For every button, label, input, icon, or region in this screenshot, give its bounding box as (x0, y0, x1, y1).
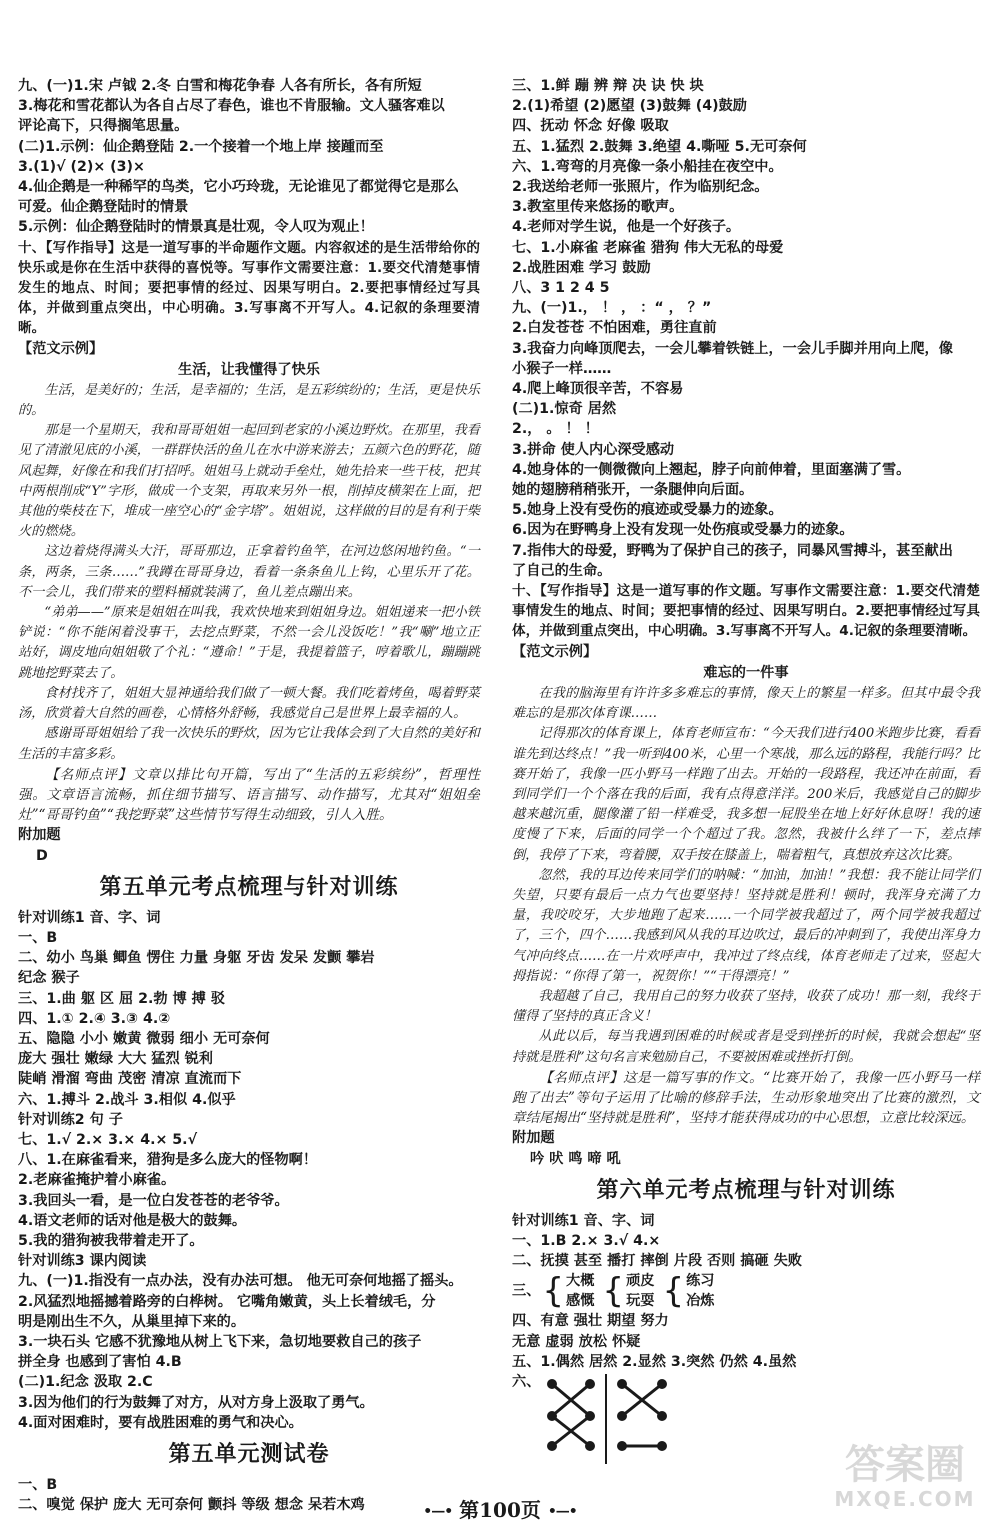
unit6-brace-row (512, 1271, 980, 1311)
left-writing-guide: 十、【写作指导】这是一道写事的半命题作文题。内容叙述的是生活带给你的快乐或是你在生活中获得的喜悦等。写事作文需要注意：1.要交代清楚事情发生的地点、时间；要把事情的经过、因果写明白。2.要把事情经过写具体，并做到重点突出，中心明确。3.写事离不开写人。4.记叙的条理要清晰。 (18, 239, 480, 337)
unit6-answers-2 (512, 1311, 980, 1372)
answer-line: 五、1.偶然 居然 2.显然 3.突然 仍然 4.虽然 (512, 1353, 797, 1370)
essay-paragraph: 食材找齐了，姐姐大显神通给我们做了一顿大餐。我们吃着烤鱼，喝着野菜汤，欣赏着大自然的画卷，心情格外舒畅，我感觉自己是世界上最幸福的人。 (18, 685, 480, 722)
essay-paragraph: “弟弟——”原来是姐姐在叫我，我欢快地来到姐姐身边。姐姐递来一把小铁铲说：“你不能闲着没事干，去挖点野菜，不然一会儿没饭吃！”我“唰”地立正站好，调皮地向姐姐敬了个礼：“遵命！”于是，我提着篮子，哼着歌儿，蹦蹦跳跳地挖野菜去了。 (18, 605, 480, 681)
answer-line: 4.老师对学生说，他是一个好孩子。 (512, 219, 741, 236)
brace-group-2 (626, 1271, 654, 1311)
right-column (512, 76, 980, 1472)
answer-line: 6.因为在野鸭身上没有发现一处伤痕或受暴力的迹象。 (512, 522, 854, 539)
answer-line: 二、抚摸 甚至 播打 摔倒 片段 否则 搞砸 失败 (512, 1253, 802, 1270)
answer-line: 3.我回头一看，是一位白发苍苍的老爷爷。 (18, 1192, 289, 1209)
brace-icon: { (602, 1271, 625, 1312)
answer-line: 九、(一)1.指没有一点办法，没有办法可想。 他无可奈何地摇了摇头。 (18, 1273, 463, 1290)
answer-line: 九、(一)1.宋 卢钺 2.冬 白雪和梅花争春 人各有所长，各有所短 (18, 78, 422, 94)
answer-line: 4.语文老师的话对他是极大的鼓舞。 (18, 1212, 247, 1229)
answer-line: 针对训练1 音、字、词 (18, 909, 161, 926)
left-sample-label: 【范文示例】 (18, 340, 104, 357)
watermark-sub: MXQE.COM (834, 1487, 976, 1511)
brace-word: 玩耍 (626, 1293, 655, 1310)
answer-line: 4.她身体的一侧微微向上翘起，脖子向前伸着，里面塞满了雪。 (512, 461, 911, 478)
answer-line: 明是刚出生不久，从巢里掉下来的。 (18, 1313, 246, 1330)
answer-line: 2.， 。 ！ ！ (512, 421, 599, 438)
unit5-answers (18, 908, 480, 1433)
answer-line: 陡峭 滑溜 弯曲 茂密 清凉 直流而下 (18, 1071, 242, 1088)
brace-word: 冶炼 (686, 1293, 715, 1310)
answer-line: 六、1.弯弯的月亮像一条小船挂在夜空中。 (512, 158, 783, 175)
essay-paragraph: 那是一个星期天，我和哥哥姐姐一起回到老家的小溪边野炊。在那里，我看见了清澈见底的小溪，一群群快活的鱼儿在水中游来游去；五颜六色的野花，随风起舞，好像在和我们打招呼。姐姐马上就动手垒灶，她先拾来一些干枝，把其中两根削成“Y”字形，做成一个支架，再取来另外一根，削掉皮横架在上面，把其他的柴枝在下，堆成一座空心的“金字塔”。姐姐说，这样做的目的是有利于柴火的燃烧。 (18, 423, 480, 540)
essay-paragraph: 从此以后，每当我遇到困难的时候或者是受到挫折的时候，我就会想起“坚持就是胜利”这句名言来勉励自己，不要被困难或挫折打倒。 (512, 1029, 980, 1065)
right-essay (512, 684, 980, 1068)
answer-line: 针对训练3 课内阅读 (18, 1253, 147, 1270)
right-writing-guide: 十、【写作指导】这是一道写事的作文题。写事作文需要注意：1.要交代清楚事情发生的地点、时间；要把事情的经过、因果写明白。2.要把事情经过写具体，并做到重点突出，中心明确。3.写事离不开写人。4.记叙的条理要清晰。 (512, 583, 980, 640)
left-essay-title: 生活，让我懂得了快乐 (178, 361, 320, 378)
answer-line: 了自己的生命。 (512, 562, 612, 579)
answer-line: 5.示例：仙企鹅登陆时的情景真是壮观，令人叹为观止！ (18, 219, 374, 236)
answer-line: 针对训练2 句 子 (18, 1111, 123, 1128)
answer-line: 四、抚动 怀念 好像 吸取 (512, 118, 669, 135)
answer-line: 5.我的猎狗被我带着走开了。 (18, 1232, 204, 1249)
answer-line: 二、幼小 鸟巢 鲫鱼 愣住 力量 身躯 牙齿 发呆 发颤 攀岩 (18, 950, 375, 967)
answer-line: 三、1.曲 躯 区 屈 2.勃 博 搏 驳 (18, 990, 225, 1007)
essay-paragraph: 生活，是美好的；生活，是幸福的；生活，是五彩缤纷的；生活，更是快乐的。 (18, 382, 480, 419)
unit6-title: 第六单元考点梳理与针对训练 (596, 1177, 896, 1203)
answer-line: 3.我奋力向峰顶爬去，一会儿攀着铁链上，一会儿手脚并用向上爬，像 (512, 340, 953, 357)
unit6-answers (512, 1211, 980, 1272)
left-extra-answer: D (36, 847, 48, 864)
brace-group-1 (566, 1271, 594, 1311)
page-number-text: 第100页 (459, 1498, 541, 1522)
answer-line: 八、3 1 2 4 5 (512, 280, 610, 297)
answer-line: 五、1.猛烈 2.鼓舞 3.绝望 4.嘶哑 5.无可奈何 (512, 138, 807, 155)
right-essay-title: 难忘的一件事 (703, 664, 789, 681)
right-sample-label: 【范文示例】 (512, 643, 598, 660)
brace-word: 感慨 (566, 1293, 595, 1310)
answer-line: 2.战胜困难 学习 鼓励 (512, 259, 651, 276)
brace-icon: { (662, 1271, 685, 1312)
answer-line: 2.(1)希望 (2)愿望 (3)鼓舞 (4)鼓励 (512, 98, 747, 115)
essay-paragraph: 我超越了自己，我用自己的努力收获了坚持，收获了成功！那一刻，我终于懂得了坚持的真正含义！ (512, 988, 980, 1025)
answer-line: 7.指伟大的母爱，野鸭为了保护自己的孩子，同暴风雪搏斗，甚至献出 (512, 542, 953, 559)
watermark-logo (830, 1443, 980, 1523)
watermark-text: 答案圈 (845, 1442, 965, 1488)
answer-line: 2.我送给老师一张照片，作为临别纪念。 (512, 179, 769, 196)
answer-line: 庞大 强壮 嫩绿 大大 猛烈 锐利 (18, 1051, 213, 1068)
essay-paragraph: 忽然，我的耳边传来同学们的呐喊：“加油，加油！”我想：我不能让同学们失望，只要有最后一点力气也要坚持！坚持就是胜利！顿时，我浑身充满了力量，我咬咬牙，大步地跑了起来……一个同学被我超过了，两个同学被我超过了，三个，四个……我感到风从我的耳边吹过，最后的冲刺到了，我使出浑身力气冲向终点……在一片欢呼声中，我冲过了终点线，体育老师走了过来，竖起大拇指说：“你得了第一，祝贺你！”“干得漂亮！” (512, 867, 980, 984)
answer-line: 二、嗅觉 保护 庞大 无可奈何 颤抖 等级 想念 呆若木鸡 (18, 1497, 365, 1514)
unit6-six-label: 六、 (512, 1373, 541, 1390)
answer-line: 小猴子一样…… (512, 360, 612, 377)
unit6-three-label: 三、 (512, 1283, 541, 1300)
right-answers-top (512, 76, 980, 581)
essay-paragraph: 记得那次的体育课上，体育老师宣布：“今天我们进行400米跑步比赛，看看谁先到达终点！”我一听到400米，心里一个寒战，那么远的路程，我能行吗？比赛开始了，我像一匹小野马一样跑了出去。开始的一段路程，我还冲在前面，看到同学们一个个落在我的后面，我有点得意洋洋。200米后，我感觉自己的脚步越来越沉重，腿像灌了铅一样难受，我多想一屁股坐在地上好好休息呀！我的速度慢了下来，后面的同学一个个超过了我。忽然，我被什么绊了一下，差点摔倒，我停了下来，弯着腰，双手按在膝盖上，喘着粗气，真想放弃这次比赛。 (512, 726, 980, 863)
answer-line: 3.拼命 使人内心深受感动 (512, 441, 675, 458)
essay-paragraph: 在我的脑海里有许许多多难忘的事情，像天上的繁星一样多。但其中最令我难忘的是那次体育课…… (512, 685, 980, 722)
answer-line: 四、有意 强壮 期望 努力 (512, 1313, 669, 1330)
unit5-title: 第五单元考点梳理与针对训练 (99, 874, 399, 900)
matching-lines-diagram (540, 1374, 690, 1470)
answer-line: 2.白发苍苍 不怕困难，勇往直前 (512, 320, 717, 337)
answer-line: (二)1.示例：仙企鹅登陆 2.一个接着一个地上岸 接踵而至 (18, 138, 384, 155)
brace-group-3 (686, 1271, 714, 1311)
brace-word: 顽皮 (626, 1273, 655, 1290)
answer-line: 无意 虚弱 放松 怀疑 (512, 1333, 641, 1350)
answer-line: 可爱。仙企鹅登陆时的情景 (18, 199, 189, 216)
answer-line: 一、1.B 2.× 3.√ 4.× (512, 1232, 661, 1249)
answer-line: (二)1.惊奇 居然 (512, 401, 617, 418)
answer-line: 4.面对困难时，要有战胜困难的勇气和决心。 (18, 1414, 303, 1431)
answer-line: 评论高下，只得搁笔思量。 (18, 118, 189, 135)
answer-line: 5.她身上没有受伤的痕迹或受暴力的迹象。 (512, 502, 783, 519)
answer-line: 九、(一)1.， ！ ， ：“ ， ？” (512, 300, 712, 317)
answer-line: 4.爬上峰顶很辛苦，不容易 (512, 381, 684, 398)
answer-line: 3.一块石头 它感不犹豫地从树上飞下来，急切地要救自己的孩子 (18, 1333, 422, 1350)
essay-paragraph: 这边着烧得满头大汗，哥哥那边，正拿着钓鱼竿，在河边悠闲地钓鱼。“一条，两条，三条……”我蹲在哥哥身边，看着一条条鱼儿上钩，心里乐开了花。不一会儿，我们带来的塑料桶就装满了，鱼儿差点蹦出来。 (18, 544, 480, 600)
right-extra-answer: 吟 吠 鸣 啼 吼 (530, 1150, 621, 1167)
answer-line: 三、1.鲜 蹦 辨 辩 决 诀 快 块 (512, 78, 704, 94)
answer-line: 一、B (18, 1477, 58, 1493)
answer-line: 针对训练1 音、字、词 (512, 1212, 655, 1229)
answer-line: 拼全身 也感到了害怕 4.B (18, 1354, 182, 1371)
answer-line: 2.风猛烈地摇撼着路旁的白桦树。 它嘴角嫩黄，头上长着绒毛，分 (18, 1293, 436, 1310)
arrow-left-icon: •—• (423, 1503, 453, 1520)
answer-line: 八、1.在麻雀看来，猎狗是多么庞大的怪物啊！ (18, 1152, 318, 1169)
answer-line: 七、1.√ 2.× 3.× 4.× 5.√ (18, 1131, 198, 1148)
essay-paragraph: 感谢哥哥姐姐给了我一次快乐的野炊，因为它让我体会到了大自然的美好和生活的丰富多彩。 (18, 726, 480, 762)
answer-line: 3.因为他们的行为鼓舞了对方，从对方身上汲取了勇气。 (18, 1394, 374, 1411)
right-comment: 【名师点评】这是一篇写事的作文。“比赛开始了，我像一匹小野马一样跑了出去”等句子运用了比喻的修辞手法，生动形象地突出了比赛的激烈，文章结尾揭出“坚持就是胜利”，坚持才能获得成功的中心思想，立意比较深远。 (512, 1069, 980, 1127)
left-column (18, 76, 480, 1515)
brace-word: 大概 (566, 1273, 595, 1290)
answer-line: 四、1.① 2.④ 3.③ 4.② (18, 1010, 171, 1027)
answer-line: 七、1.小麻雀 老麻雀 猎狗 伟大无私的母爱 (512, 239, 784, 256)
right-extra-label: 附加题 (512, 1130, 555, 1147)
answer-line: 她的翅膀稍稍张开，一条腿伸向后面。 (512, 482, 754, 499)
answer-line: 一、B (18, 929, 58, 946)
answer-line: 3.梅花和雪花都认为各自占尽了春色，谁也不肯服输。文人骚客难以 (18, 98, 445, 115)
left-answers-top (18, 76, 480, 238)
answer-line: 4.仙企鹅是一种稀罕的鸟类，它小巧玲珑，无论谁见了都觉得它是那么 (18, 179, 459, 196)
left-comment: 【名师点评】文章以排比句开篇，写出了“生活的五彩缤纷”，哲理性强。文章语言流畅，抓住细节描写、语言描写、动作描写，尤其对“姐姐垒灶”“哥哥钓鱼”“我挖野菜”这些情节写得生动细致，引人入胜。 (18, 766, 480, 824)
answer-line: 2.老麻雀掩护着小麻雀。 (18, 1172, 176, 1189)
left-extra-label: 附加题 (18, 827, 61, 844)
unit5-test-title: 第五单元测试卷 (168, 1442, 330, 1467)
brace-icon: { (542, 1271, 565, 1312)
answer-line: 3.教室里传来悠扬的歌声。 (512, 199, 684, 216)
brace-word: 练习 (686, 1273, 715, 1290)
answer-line: 六、1.搏斗 2.战斗 3.相似 4.似乎 (18, 1091, 236, 1108)
answer-line: 纪念 猴子 (18, 970, 80, 987)
left-essay (18, 381, 480, 765)
answer-line: (二)1.纪念 汲取 2.C (18, 1374, 153, 1391)
arrow-right-icon: •—• (547, 1503, 577, 1520)
answer-line: 五、隐隐 小小 嫩黄 微弱 细小 无可奈何 (18, 1030, 270, 1047)
answer-line: 3.(1)√ (2)× (3)× (18, 158, 145, 175)
